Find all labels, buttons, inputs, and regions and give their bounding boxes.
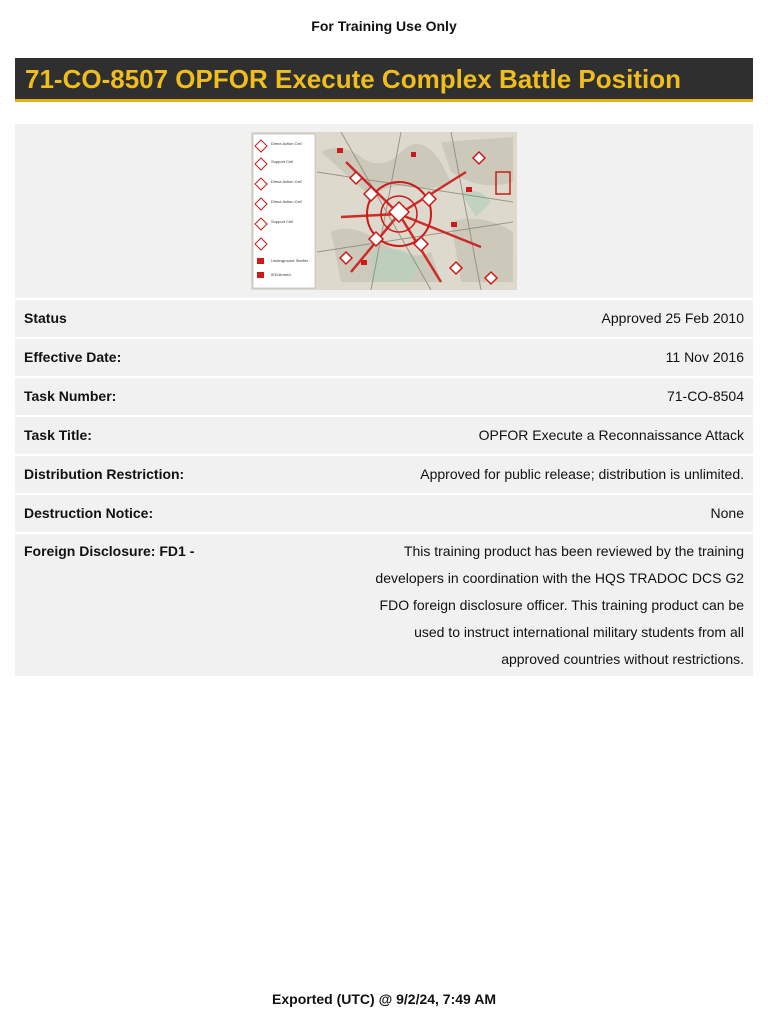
destruction-notice-row bbox=[15, 495, 753, 534]
legend-item: Direct Action Cell bbox=[271, 141, 302, 146]
destruction-notice-label: Destruction Notice: bbox=[24, 505, 154, 521]
legend-item: Support Cell bbox=[271, 219, 294, 224]
foreign-disclosure-value: This training product has been reviewed by the training developers in coordination with the HQS TRADOC DCS G2 FDO foreign disclosure officer. This training product can be used to instruct international military students from all approved countries without restrictions. bbox=[375, 543, 744, 667]
destruction-notice-value: None bbox=[710, 505, 744, 521]
title-bar bbox=[15, 58, 753, 102]
page-title: 71-CO-8507 OPFOR Execute Complex Battle Position bbox=[25, 64, 681, 94]
foreign-disclosure-label: Foreign Disclosure: FD1 - bbox=[24, 543, 195, 559]
image-row bbox=[15, 124, 753, 300]
export-timestamp: Exported (UTC) @ 9/2/24, 7:49 AM bbox=[272, 991, 496, 1007]
status-value: Approved 25 Feb 2010 bbox=[601, 310, 744, 326]
task-title-value: OPFOR Execute a Reconnaissance Attack bbox=[478, 427, 744, 443]
training-banner: For Training Use Only bbox=[311, 18, 457, 34]
battle-position-map-image bbox=[251, 132, 517, 290]
task-details bbox=[15, 124, 753, 678]
task-title-label: Task Title: bbox=[24, 427, 92, 443]
task-title-row bbox=[15, 417, 753, 456]
legend-item: Underground Shelter bbox=[271, 258, 309, 263]
task-number-row bbox=[15, 378, 753, 417]
effective-date-label: Effective Date: bbox=[24, 349, 122, 365]
task-number-label: Task Number: bbox=[24, 388, 117, 404]
legend-item: IED/Armed bbox=[271, 272, 291, 277]
distribution-restriction-row bbox=[15, 456, 753, 495]
task-number-value: 71-CO-8504 bbox=[666, 388, 744, 404]
status-label: Status bbox=[24, 310, 67, 326]
foreign-disclosure-row bbox=[15, 534, 753, 678]
effective-date-row bbox=[15, 339, 753, 378]
distribution-restriction-value: Approved for public release; distribution is unlimited. bbox=[420, 466, 744, 482]
effective-date-value: 11 Nov 2016 bbox=[665, 349, 744, 365]
distribution-restriction-label: Distribution Restriction: bbox=[24, 466, 185, 482]
legend-item: Support Cell bbox=[271, 159, 294, 164]
status-row bbox=[15, 300, 753, 339]
legend-item: Direct Action Cell bbox=[271, 179, 302, 184]
legend-item: Direct Action Cell bbox=[271, 199, 302, 204]
